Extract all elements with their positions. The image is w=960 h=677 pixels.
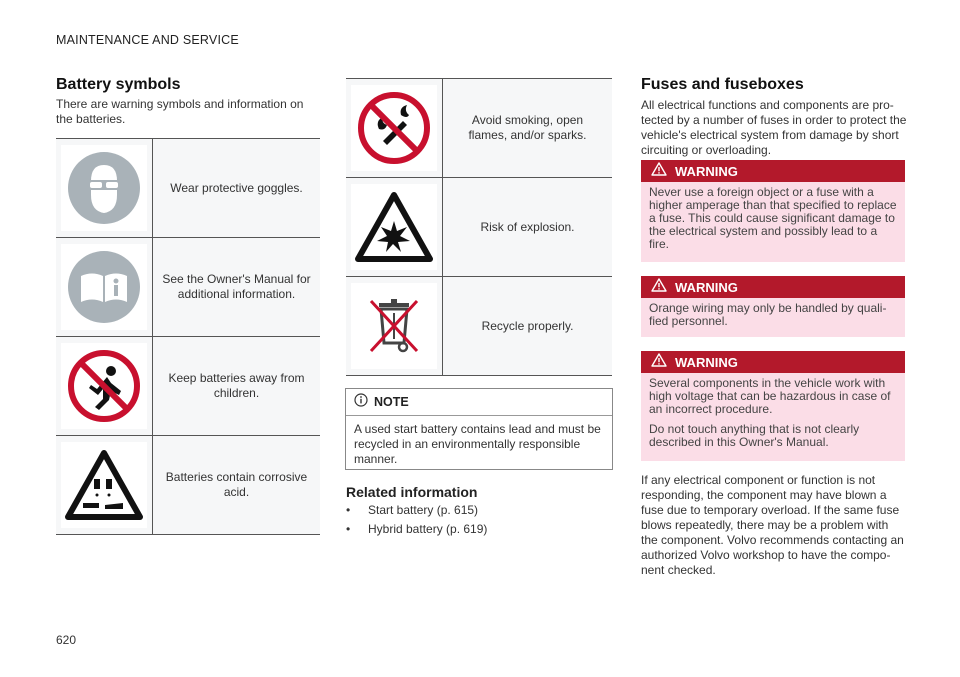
- related-link-start-battery[interactable]: Start battery (p. 615): [368, 503, 479, 517]
- battery-symbols-table-continued: [346, 78, 612, 376]
- owners-manual-icon: [61, 244, 147, 330]
- symbol-description: Avoid smoking, open flames, and/or sparks.: [468, 113, 587, 142]
- note-text: A used start battery contains lead and must be recycled in an environmentally responsible manner.: [354, 422, 601, 466]
- page-number: 620: [56, 633, 77, 647]
- symbol-description: Recycle properly.: [481, 318, 574, 333]
- explosion-risk-icon: [351, 184, 437, 270]
- warning-triangle-icon: [651, 162, 667, 181]
- warning-box: [641, 351, 905, 461]
- table-row: [346, 277, 612, 376]
- symbol-description: Risk of explosion.: [480, 219, 575, 234]
- related-information-title: Related information: [346, 484, 478, 500]
- fuses-closing-text: If any electrical component or function is not responding, the component may have blown a fuse due to temporary overload. If the same fuse blows repeatedly, there may be a problem with the component. Volvo recommends contacting an authorized Volvo workshop to have the compo-nent checked.: [641, 473, 904, 577]
- warning-box: [641, 276, 905, 337]
- running-header: MAINTENANCE AND SERVICE: [56, 33, 239, 47]
- table-row: [56, 238, 320, 337]
- warning-box: [641, 160, 905, 262]
- warning-text: Orange wiring may only be handled by quali-fied personnel.: [649, 301, 887, 328]
- table-row: [56, 139, 320, 238]
- warning-text: Several components in the vehicle work with high voltage that can be hazardous in case of an incorrect procedure.: [649, 376, 891, 416]
- table-row: [346, 79, 612, 178]
- related-information-list: [346, 503, 612, 541]
- warning-text: Do not touch anything that is not clearly described in this Owner's Manual.: [649, 422, 860, 449]
- note-box: [345, 388, 613, 470]
- list-item[interactable]: • Hybrid battery (p. 619): [346, 522, 488, 536]
- symbol-description: Wear protective goggles.: [170, 180, 303, 195]
- note-title: NOTE: [374, 395, 409, 409]
- no-smoking-flames-icon: [351, 85, 437, 171]
- keep-away-children-icon: [61, 343, 147, 429]
- protective-goggles-icon: [61, 145, 147, 231]
- fuses-intro: All electrical functions and components are pro-tected by a number of fuses in order to protect the vehicle's electrical system from damage by short circuiting or overloading.: [641, 98, 907, 157]
- warning-title: WARNING: [675, 354, 738, 370]
- battery-symbols-title: Battery symbols: [56, 76, 181, 93]
- table-row: [56, 436, 320, 535]
- table-row: [56, 337, 320, 436]
- symbol-description: Keep batteries away from children.: [168, 371, 305, 400]
- warning-text: Never use a foreign object or a fuse with a higher amperage than that specified to replace a fuse. This could cause significant damage to the electrical system and possibly lead to a fire.: [649, 185, 897, 251]
- fuses-title: Fuses and fuseboxes: [641, 76, 804, 93]
- warning-title: WARNING: [675, 163, 738, 179]
- corrosive-acid-icon: [61, 442, 147, 528]
- symbol-description: See the Owner's Manual for additional information.: [162, 272, 311, 301]
- warning-triangle-icon: [651, 353, 667, 372]
- recycle-bin-crossed-icon: [351, 283, 437, 369]
- info-icon: [354, 393, 368, 412]
- related-link-hybrid-battery[interactable]: Hybrid battery (p. 619): [368, 522, 488, 536]
- warning-title: WARNING: [675, 279, 738, 295]
- warning-triangle-icon: [651, 278, 667, 297]
- table-row: [346, 178, 612, 277]
- battery-symbols-intro: There are warning symbols and information on the batteries.: [56, 97, 304, 126]
- battery-symbols-table: [56, 138, 320, 535]
- list-item[interactable]: • Start battery (p. 615): [346, 503, 479, 517]
- symbol-description: Batteries contain corrosive acid.: [165, 470, 308, 499]
